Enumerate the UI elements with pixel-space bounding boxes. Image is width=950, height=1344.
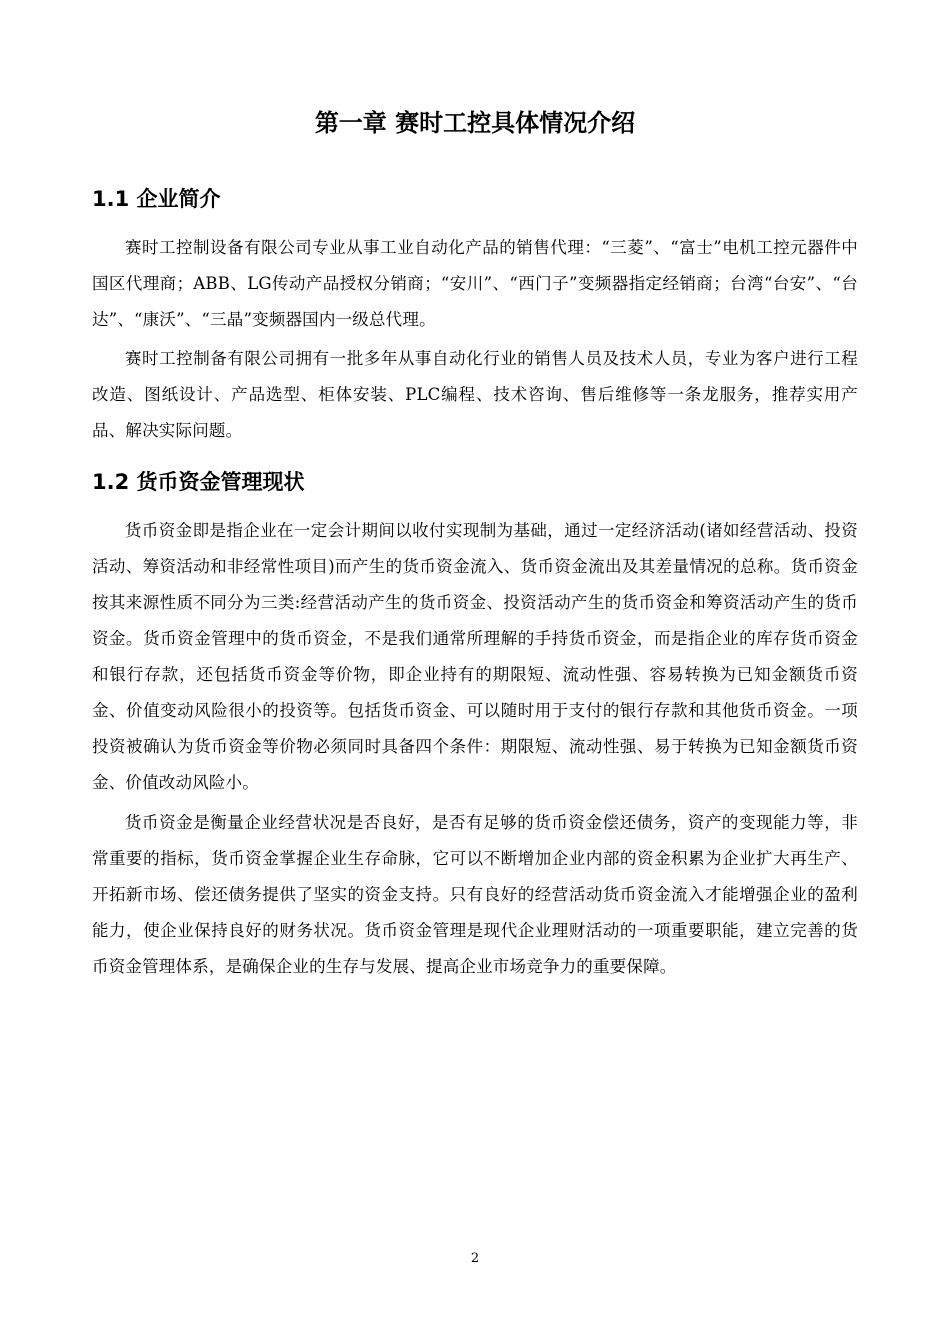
paragraph-cash-importance: 货币资金是衡量企业经营状况是否良好，是否有足够的货币资金偿还债务，资产的变现能力等，非常重要的指标，货币资金掌握企业生存命脉，它可以不断增加企业内部的资金积累为企业扩大再生产、开拓新市场、偿还债务提供了坚实的资金支持。只有良好的经营活动货币资金流入才能增强企业的盈利能力，使企业保持良好的财务状况。货币资金管理是现代企业理财活动的一项重要职能，建立完善的货币资金管理体系，是确保企业的生存与发展、提高企业市场竞争力的重要保障。 [92,813,858,976]
section-heading-cash-management: 1.2 货币资金管理现状 [92,470,305,494]
paragraph-company-services: 赛时工控制备有限公司拥有一批多年从事自动化行业的销售人员及技术人员，专业为客户进行工程改造、图纸设计、产品选型、柜体安装、PLC编程、技术咨询、售后维修等一条龙服务，推荐实用产品、解决实际问题。 [92,349,858,440]
page-number: 2 [470,1251,480,1266]
chapter-title: 第一章 赛时工控具体情况介绍 [314,109,636,137]
paragraph-company-business: 赛时工控制设备有限公司专业从事工业自动化产品的销售代理：“三菱”、“富士”电机工控元器件中国区代理商；ABB、LG传动产品授权分销商；“安川”、“西门子”变频器指定经销商；台湾“台安”、“台达”、“康沃”、“三晶”变频器国内一级总代理。 [92,238,858,329]
paragraph-cash-definition: 货币资金即是指企业在一定会计期间以收付实现制为基础，通过一定经济活动(诸如经营活动、投资活动、筹资活动和非经常性项目)而产生的货币资金流入、货币资金流出及其差量情况的总称。货币资金按其来源性质不同分为三类:经营活动产生的货币资金、投资活动产生的货币资金和筹资活动产生的货币资金。货币资金管理中的货币资金，不是我们通常所理解的手持货币资金，而是指企业的库存货币资金和银行存款，还包括货币资金等价物，即企业持有的期限短、流动性强、容易转换为已知金额货币资金、价值变动风险很小的投资等。包括货币资金、可以随时用于支付的银行存款和其他货币资金。一项投资被确认为货币资金等价物必须同时具备四个条件：期限短、流动性强、易于转换为已知金额货币资金、价值改动风险小。 [92,521,858,792]
section-heading-company-profile: 1.1 企业简介 [92,187,221,211]
